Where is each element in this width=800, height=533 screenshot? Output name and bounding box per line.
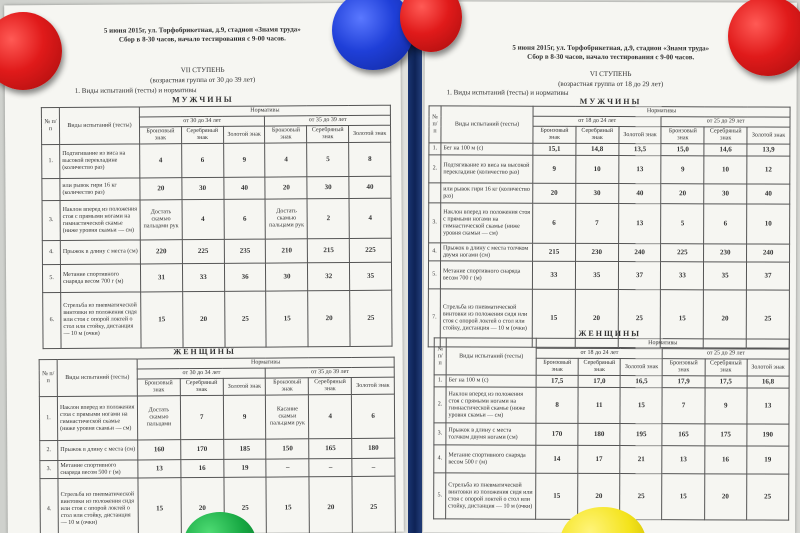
row-number: 1. [42, 145, 60, 179]
row-number: 3. [40, 461, 58, 479]
norm-value: 6 [704, 204, 747, 244]
norm-value: 6 [224, 199, 266, 239]
silver-header: Серебряный знак [307, 125, 349, 142]
norm-value: 240 [747, 244, 790, 262]
norm-value: 230 [575, 243, 618, 261]
right-women-table [433, 337, 790, 520]
norm-value: 17,5 [705, 376, 747, 388]
age-group-2-header: от 25 до 29 лет [663, 349, 790, 359]
test-name: Прыжок в длину с места толчком двумя ногами (см) [446, 423, 536, 445]
col-num-header: № п/п [41, 108, 59, 145]
norm-value: Достать скамью пальцами рук [140, 200, 182, 240]
test-name: Бег на 100 м (с) [446, 375, 536, 387]
norm-value: 170 [181, 439, 224, 459]
test-name: Стрельба из пневматической винтовки из положения сидя или стоя с опорой локтей о стол или стойку, дистанция — 10 м (очки) [61, 292, 141, 349]
norm-value: 13,9 [747, 144, 790, 156]
table-row [429, 183, 790, 204]
norm-value: 25 [618, 290, 661, 348]
row-number: 2. [40, 441, 58, 461]
norm-value: 230 [704, 244, 747, 262]
norm-value: 15 [266, 291, 308, 347]
norm-value: 17 [578, 445, 620, 473]
age-group-2-header: от 35 до 39 лет [265, 115, 391, 126]
test-name: Прыжок в длину с места (см) [60, 240, 140, 265]
norm-value: 215 [308, 238, 350, 262]
norm-value: 20 [182, 291, 224, 347]
col-norms-header: Нормативы [139, 105, 390, 117]
norm-value: 30 [266, 263, 308, 291]
norm-value: 150 [266, 439, 309, 459]
row-number: 5. [428, 261, 440, 289]
left-header-line1: 5 июня 2015г, ул. Торфобрикетная, д.9, стадион «Знамя труда» [103, 25, 301, 35]
norm-value: 16,8 [747, 376, 789, 388]
norm-value: 5 [661, 204, 704, 244]
norm-value: 32 [308, 262, 350, 290]
table-row [429, 155, 790, 184]
row-number: 7. [428, 289, 440, 347]
table-row [434, 445, 789, 474]
norm-value: 225 [349, 238, 391, 262]
norm-value: 9 [705, 388, 747, 424]
norm-value: 20 [661, 184, 704, 204]
norm-value: 15 [661, 290, 704, 348]
left-stage: VII СТУПЕНЬ [180, 65, 225, 75]
table-row [42, 176, 391, 200]
test-name: Стрельба из пневматической винтовки из положения сидя или стоя с опорой локтей о стол или стойку, дистанция — 10 м (очки) [440, 289, 532, 347]
norm-value: 30 [704, 184, 747, 204]
table-row [434, 423, 789, 446]
test-name: или рывок гири 16 кг (количество раз) [441, 183, 533, 203]
table-row [42, 198, 391, 240]
norm-value: 37 [747, 262, 790, 290]
table-row [42, 142, 391, 178]
norm-value: 220 [140, 240, 182, 264]
norm-value: Касание скамьи пальцами рук [266, 395, 309, 439]
test-name: Метание спортивного снаряда весом 500 г (м) [58, 460, 138, 479]
left-sheet [4, 3, 404, 533]
norm-value: 13 [618, 156, 661, 184]
norm-value: 15 [620, 388, 662, 424]
test-name: Наклон вперед из положения стоя с прямыми ногами на гимнастической скамье (ниже уровня скамьи — см) [446, 387, 536, 423]
norm-value: 8 [536, 387, 578, 423]
col-tests-header: Виды испытаний (тесты) [57, 359, 137, 397]
norm-value: 30 [182, 177, 224, 199]
test-name: Бег на 100 м (с) [441, 143, 533, 155]
gold-header: Золотой знак [223, 378, 266, 395]
right-women-title: ЖЕНЩИНЫ [578, 329, 642, 339]
age-group-1-header: от 18 до 24 лет [536, 348, 663, 358]
left-women-title: ЖЕНЩИНЫ [173, 346, 236, 357]
norm-value: 35 [575, 261, 618, 289]
norm-value: 33 [661, 262, 704, 290]
right-header-line1: 5 июня 2015г, ул. Торфобрикетная, д.9, стадион «Знамя труда» [512, 43, 710, 53]
right-men-table [428, 105, 791, 348]
table-row [429, 243, 790, 262]
norm-value: 6 [181, 143, 223, 177]
norm-value: 25 [224, 477, 267, 533]
norm-value: 165 [662, 424, 704, 446]
norm-value: 25 [620, 474, 662, 520]
norm-value: 15,1 [533, 143, 576, 155]
norm-value: 15 [536, 473, 578, 519]
age-group-2-header: от 35 до 39 лет [266, 367, 395, 378]
row-number: 5. [42, 265, 60, 293]
norm-value: 5 [307, 142, 349, 176]
norm-value: 40 [618, 184, 661, 204]
norm-value: 10 [704, 156, 747, 184]
row-number: 6. [43, 293, 61, 349]
left-header-line2: Сбор в 8-30 часов, начало тестирования с 9-00 часов. [118, 34, 286, 44]
norm-value: 4 [182, 199, 224, 239]
norm-value: Достать скамью пальцами рук [266, 199, 308, 239]
silver-header: Серебряный знак [704, 127, 747, 144]
row-number: 5. [434, 473, 446, 519]
norm-value: 16 [704, 446, 746, 474]
norm-value: – [309, 458, 352, 476]
norm-value: 19 [223, 459, 266, 477]
row-number: 4. [40, 479, 58, 533]
left-men-table [41, 105, 393, 349]
bronze-header: Бронзовый знак [140, 127, 182, 144]
col-tests-header: Виды испытаний (тесты) [59, 107, 139, 145]
norm-value: 8 [349, 142, 391, 176]
norm-value: 15 [266, 477, 309, 533]
norm-value: 4 [265, 143, 307, 177]
norm-value: 13,5 [619, 144, 662, 156]
row-number: 2. [434, 387, 446, 423]
col-norms-header: Нормативы [137, 357, 394, 369]
col-num-header: № п/п [434, 338, 446, 375]
norm-value: 9 [661, 156, 704, 184]
col-norms-header: Нормативы [533, 106, 790, 117]
right-section-title: 1. Виды испытаний (тесты) и нормативы [446, 88, 569, 97]
col-num-header: № п/п [429, 106, 441, 143]
col-tests-header: Виды испытаний (тесты) [441, 106, 533, 143]
test-name: Стрельба из пневматической винтовки из положения сидя или стоя с опорой локтей о стол или стойку, дистанция — 10 м (очки) [446, 473, 536, 519]
row-number: 3. [42, 201, 60, 241]
norm-value: 165 [309, 438, 352, 458]
test-name: Подтягивание из виса на высокой перекладине (количество раз) [60, 144, 140, 179]
norm-value: 13 [662, 446, 704, 474]
test-name: Метание спортивного снаряда весом 500 г (м) [446, 445, 536, 473]
row-number: 3. [434, 423, 446, 445]
col-tests-header: Виды испытаний (тесты) [446, 338, 536, 375]
table-row [43, 290, 392, 348]
row-number [42, 179, 60, 201]
test-name: Прыжок в длину с места (см) [58, 440, 138, 461]
norm-value: 20 [575, 289, 618, 347]
bronze-header: Бронзовый знак [266, 378, 309, 395]
col-norms-header: Нормативы [536, 338, 789, 349]
silver-header: Серебряный знак [180, 378, 223, 395]
gold-header: Золотой знак [619, 127, 662, 144]
norm-value: – [352, 458, 395, 476]
norm-value: 35 [704, 262, 747, 290]
left-men-title: МУЖЧИНЫ [172, 94, 234, 105]
norm-value: 9 [223, 395, 266, 439]
gold-header: Золотой знак [747, 359, 789, 376]
norm-value: 16,5 [620, 376, 662, 388]
norm-value: 14,8 [576, 143, 619, 155]
norm-value: 16 [181, 459, 224, 477]
norm-value: 31 [140, 264, 182, 292]
norm-value: 25 [352, 476, 395, 533]
bronze-header: Бронзовый знак [533, 126, 576, 143]
norm-value: 25 [746, 290, 789, 348]
norm-value: Достать скамью пальцами [137, 396, 180, 440]
norm-value: 20 [140, 178, 182, 200]
norm-value: 25 [746, 474, 788, 520]
norm-value: 15,0 [661, 144, 704, 156]
norm-value: 6 [352, 394, 395, 438]
norm-value: 14,6 [704, 144, 747, 156]
silver-header: Серебряный знак [309, 377, 352, 394]
right-sheet [423, 1, 797, 533]
norm-value: 210 [266, 239, 308, 263]
gold-header: Золотой знак [747, 127, 790, 144]
age-group-2-header: от 25 до 29 лет [661, 117, 790, 127]
norm-value: 19 [747, 446, 789, 474]
test-name: Подтягивание из виса на высокой перекладине (количество раз) [441, 155, 533, 183]
right-header-line2: Сбор в 8-30 часов, начало тестирования с 9-00 часов. [527, 52, 695, 62]
norm-value: 15 [532, 289, 575, 347]
norm-value: 30 [307, 176, 349, 198]
test-name: Метание спортивного снаряда весом 700 г (м) [440, 261, 532, 289]
bronze-header: Бронзовый знак [536, 358, 578, 375]
gold-header: Золотой знак [349, 125, 391, 142]
left-section-title: 1. Виды испытаний (тесты) и нормативы [74, 86, 197, 95]
gold-header: Золотой знак [351, 377, 394, 394]
norm-value: 9 [223, 143, 265, 177]
bronze-header: Бронзовый знак [663, 359, 705, 376]
norm-value: 20 [181, 477, 224, 533]
norm-value: 20 [533, 183, 576, 203]
norm-value: 7 [180, 395, 223, 439]
norm-value: 170 [536, 423, 578, 445]
age-group-1-header: от 30 до 34 лет [139, 116, 265, 127]
norm-value: 13 [138, 460, 181, 478]
norm-value: 33 [532, 261, 575, 289]
norm-value: 15 [138, 478, 181, 533]
norm-value: 13 [747, 388, 789, 424]
table-row [42, 262, 391, 292]
row-number: 4. [434, 445, 446, 473]
age-group-1-header: от 30 до 34 лет [137, 368, 266, 379]
norm-value: 35 [350, 262, 392, 290]
row-number: 1. [434, 375, 446, 387]
norm-value: 180 [352, 438, 395, 458]
test-name: Стрельба из пневматической винтовки из положения сидя или стоя с опорой локтей о стол или стойку, дистанция — 10 м (очки) [58, 478, 138, 533]
norm-value: 30 [576, 183, 619, 203]
norm-value: 25 [350, 290, 392, 346]
norm-value: 4 [349, 198, 391, 238]
norm-value: 10 [747, 204, 790, 244]
silver-header: Серебряный знак [578, 358, 620, 375]
test-name: Наклон вперед из положения стоя с прямыми ногами на гимнастической скамье (ниже уровня скамьи — см) [60, 200, 140, 241]
norm-value: 20 [265, 177, 307, 199]
norm-value: 7 [575, 203, 618, 243]
age-group-1-header: от 18 до 24 лет [533, 116, 662, 126]
norm-value: 17,5 [536, 375, 578, 387]
norm-value: 9 [533, 155, 576, 183]
table-row [434, 387, 789, 424]
gold-header: Золотой знак [223, 126, 265, 143]
table-row [429, 203, 790, 244]
norm-value: 240 [618, 244, 661, 262]
test-name: Прыжок в длину с места толчком двумя ногами (см) [441, 243, 533, 261]
norm-value: 20 [578, 473, 620, 519]
row-number: 1. [39, 397, 57, 441]
board-frame-divider [408, 0, 422, 533]
norm-value: 40 [747, 184, 790, 204]
silver-header: Серебряный знак [705, 359, 747, 376]
gold-header: Золотой знак [620, 359, 662, 376]
row-number [429, 183, 441, 203]
norm-value: 235 [224, 239, 266, 263]
norm-value: 225 [661, 244, 704, 262]
norm-value: 20 [309, 476, 352, 533]
norm-value: 190 [747, 424, 789, 446]
norm-value: 25 [224, 291, 266, 347]
norm-value: 17,0 [578, 375, 620, 387]
norm-value: 6 [533, 203, 576, 243]
norm-value: 160 [138, 440, 181, 460]
norm-value: 11 [578, 387, 620, 423]
norm-value: 13 [618, 204, 661, 244]
norm-value: 12 [747, 156, 790, 184]
test-name: или рывок гири 16 кг (количество раз) [60, 178, 140, 201]
test-name: Наклон вперед из положения стоя с прямыми ногами на гимнастической скамье (ниже уровня скамьи — см) [441, 203, 533, 243]
norm-value: 225 [182, 239, 224, 263]
left-age-group: (возрастная группа от 30 до 39 лет) [150, 75, 256, 85]
norm-value: 21 [620, 446, 662, 474]
bronze-header: Бронзовый знак [265, 126, 307, 143]
norm-value: 10 [576, 155, 619, 183]
norm-value: 14 [536, 445, 578, 473]
norm-value: 20 [704, 290, 747, 348]
norm-value: 4 [309, 394, 352, 438]
left-women-table [39, 357, 396, 533]
norm-value: 185 [223, 439, 266, 459]
table-row [428, 261, 789, 290]
norm-value: 4 [140, 144, 182, 178]
bronze-header: Бронзовый знак [661, 127, 704, 144]
norm-value: 20 [308, 290, 350, 346]
norm-value: 7 [662, 388, 704, 424]
norm-value: 17,9 [663, 376, 705, 388]
row-number: 3. [429, 203, 441, 243]
row-number: 4. [42, 241, 60, 265]
silver-header: Серебряный знак [576, 126, 619, 143]
row-number: 2. [429, 155, 441, 183]
test-name: Метание спортивного снаряда весом 700 г (м) [60, 264, 140, 293]
bronze-header: Бронзовый знак [137, 379, 180, 396]
norm-value: 15 [662, 474, 704, 520]
row-number: 1. [429, 143, 441, 155]
norm-value: 37 [618, 262, 661, 290]
norm-value: 36 [224, 263, 266, 291]
norm-value: 40 [349, 176, 391, 198]
table-row [42, 238, 391, 264]
row-number: 4. [429, 243, 441, 261]
table-row [39, 394, 394, 440]
silver-header: Серебряный знак [181, 126, 223, 143]
col-num-header: № п/п [39, 360, 57, 397]
right-stage: VI СТУПЕНЬ [589, 69, 632, 79]
right-age-group: (возрастная группа от 18 до 29 лет) [558, 79, 664, 89]
test-name: Наклон вперед из положения стоя с прямыми ногами на гимнастической скамье (ниже уровня скамьи — см) [57, 396, 137, 441]
norm-value: 195 [620, 424, 662, 446]
norm-value: – [266, 459, 309, 477]
norm-value: 40 [224, 177, 266, 199]
norm-value: 33 [182, 263, 224, 291]
norm-value: 175 [705, 424, 747, 446]
norm-value: 180 [578, 423, 620, 445]
norm-value: 2 [307, 198, 349, 238]
table-row [40, 438, 395, 460]
right-men-title: МУЖЧИНЫ [579, 97, 642, 107]
norm-value: 215 [533, 243, 576, 261]
norm-value: 15 [141, 292, 183, 348]
norm-value: 20 [704, 474, 746, 520]
